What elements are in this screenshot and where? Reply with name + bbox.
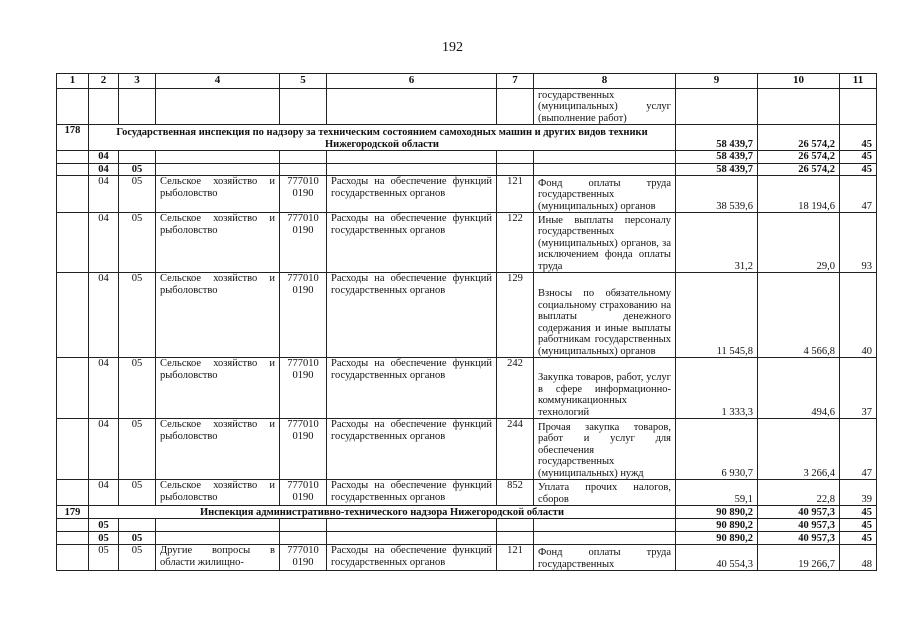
cell-branch: Сельское хозяйство и рыболовство [156,419,280,480]
cell-expense-code: 129 [497,273,534,358]
cell-subsection: 05 [119,532,156,545]
cell-branch: Сельское хозяйство и рыболовство [156,273,280,358]
cell-target-name: Расходы на обеспечение функций государственных органов [327,419,497,480]
col-header: 9 [676,74,758,89]
cell-expense-type: Закупка товаров, работ, услуг в сфере информационно-коммуникационных технологий [534,358,676,419]
cell-percent: 45 [840,506,877,519]
col-header: 10 [758,74,840,89]
cell-actual: 18 194,6 [758,176,840,213]
col-header: 8 [534,74,676,89]
cell-actual: 40 957,3 [758,519,840,532]
table-row [57,273,877,358]
cell-expense-type: Прочая закупка товаров, работ и услуг для обеспечения государственных (муниципальных) нужд [534,419,676,480]
org-row [57,506,877,519]
cell-plan: 90 890,2 [676,532,758,545]
cell-target-code: 777010 0190 [280,213,327,273]
cell-expense-code: 242 [497,358,534,419]
cell-expense-type: Взносы по обязательному социальному страхованию на выплаты денежного содержания и иные выплаты работникам государственных (муниципальных) органов [534,273,676,358]
cell-plan: 90 890,2 [676,519,758,532]
section-row [57,151,877,164]
cell-percent: 45 [840,519,877,532]
cell-expense-code: 121 [497,545,534,571]
cell-section: 05 [89,545,119,571]
cell-percent: 39 [840,480,877,506]
cell-branch: Сельское хозяйство и рыболовство [156,176,280,213]
cell-expense-type: Фонд оплаты труда государственных (муниципальных) органов [534,176,676,213]
cell-actual: 26 574,2 [758,125,840,151]
cell-actual: 4 566,8 [758,273,840,358]
cell-subsection: 05 [119,163,156,176]
cell-plan: 1 333,3 [676,358,758,419]
cell-expense-code: 852 [497,480,534,506]
cell-section: 04 [89,213,119,273]
cell-actual: 26 574,2 [758,163,840,176]
cell-percent: 45 [840,125,877,151]
cell-section: 05 [89,519,119,532]
col-header: 2 [89,74,119,89]
org-row [57,125,877,151]
cell-expense-type: Иные выплаты персоналу государственных (муниципальных) органов, за исключением фонда оплаты труда [534,213,676,273]
cell-actual: 3 266,4 [758,419,840,480]
cell-section: 05 [89,532,119,545]
col-header: 3 [119,74,156,89]
page-number: 192 [442,40,463,55]
cell-actual: 40 957,3 [758,506,840,519]
col-header: 11 [840,74,877,89]
cell-subsection [119,151,156,164]
cell-branch: Сельское хозяйство и рыболовство [156,480,280,506]
cell-section: 04 [89,480,119,506]
cell-subsection: 05 [119,273,156,358]
cell-subsection: 05 [119,419,156,480]
cell-section: 04 [89,273,119,358]
table-row [57,545,877,571]
cell-target-code: 777010 0190 [280,545,327,571]
cell-branch: Другие вопросы в области жилищно- [156,545,280,571]
cell-plan: 58 439,7 [676,151,758,164]
cell-percent: 37 [840,358,877,419]
cell-subsection: 05 [119,545,156,571]
cell-subsection: 05 [119,480,156,506]
cell-percent: 45 [840,163,877,176]
cell-actual: 22,8 [758,480,840,506]
cell-plan: 40 554,3 [676,545,758,571]
cell-expense-type: Уплата прочих налогов, сборов [534,480,676,506]
cell-expense-type: Фонд оплаты труда государственных [534,545,676,571]
cell-plan: 31,2 [676,213,758,273]
cell-target-name: Расходы на обеспечение функций государственных органов [327,358,497,419]
budget-table [56,73,877,571]
col-header: 5 [280,74,327,89]
cell-plan: 6 930,7 [676,419,758,480]
cell-target-name: Расходы на обеспечение функций государственных органов [327,176,497,213]
table-row [57,419,877,480]
cell-target-name: Расходы на обеспечение функций государственных органов [327,545,497,571]
cell-actual: 29,0 [758,213,840,273]
subsection-row [57,532,877,545]
cell-subsection: 05 [119,176,156,213]
table-row [57,480,877,506]
subsection-row [57,163,877,176]
cell-subsection [119,519,156,532]
cell-expense-code: 244 [497,419,534,480]
cell-target-code: 777010 0190 [280,419,327,480]
cell-actual: 494,6 [758,358,840,419]
cell-percent: 45 [840,151,877,164]
cell-branch: Сельское хозяйство и рыболовство [156,213,280,273]
cell-percent: 93 [840,213,877,273]
org-title: Инспекция административно-технического надзора Нижегородской области [89,506,676,519]
cell-percent: 48 [840,545,877,571]
org-number: 179 [57,506,89,519]
cell-plan: 38 539,6 [676,176,758,213]
cell-expense-code: 122 [497,213,534,273]
col-header: 1 [57,74,89,89]
cell-target-name: Расходы на обеспечение функций государственных органов [327,480,497,506]
cell-section: 04 [89,151,119,164]
cell-percent: 40 [840,273,877,358]
cell-target-name: Расходы на обеспечение функций государственных органов [327,273,497,358]
cell-actual: 26 574,2 [758,151,840,164]
org-title: Государственная инспекция по надзору за техническим состоянием самоходных машин и других видов техники Нижегородской области [89,125,676,151]
cell-target-code: 777010 0190 [280,273,327,358]
cell-actual: 40 957,3 [758,532,840,545]
cell-subsection: 05 [119,213,156,273]
cell-branch: Сельское хозяйство и рыболовство [156,358,280,419]
section-row [57,519,877,532]
table-row [57,358,877,419]
col-header: 4 [156,74,280,89]
header-row [57,74,877,89]
cell-subsection: 05 [119,358,156,419]
cell-plan: 58 439,7 [676,163,758,176]
cell-expense-type: государственных (муниципальных) услуг (выполнение работ) [534,89,676,125]
cell-target-name: Расходы на обеспечение функций государственных органов [327,213,497,273]
cell-section: 04 [89,419,119,480]
table-row [57,176,877,213]
cell-target-code: 777010 0190 [280,176,327,213]
cell-expense-code: 121 [497,176,534,213]
col-header: 6 [327,74,497,89]
cell-section: 04 [89,163,119,176]
cell-actual: 19 266,7 [758,545,840,571]
cell-target-code: 777010 0190 [280,358,327,419]
cell-section: 04 [89,176,119,213]
cell-plan: 90 890,2 [676,506,758,519]
cell-percent: 47 [840,419,877,480]
col-header: 7 [497,74,534,89]
table-row [57,213,877,273]
cell-target-code: 777010 0190 [280,480,327,506]
cell-section: 04 [89,358,119,419]
cell-percent: 45 [840,532,877,545]
table-row [57,89,877,125]
org-number: 178 [57,125,89,151]
cell-percent: 47 [840,176,877,213]
cell-plan: 59,1 [676,480,758,506]
cell-plan: 11 545,8 [676,273,758,358]
cell-plan: 58 439,7 [676,125,758,151]
